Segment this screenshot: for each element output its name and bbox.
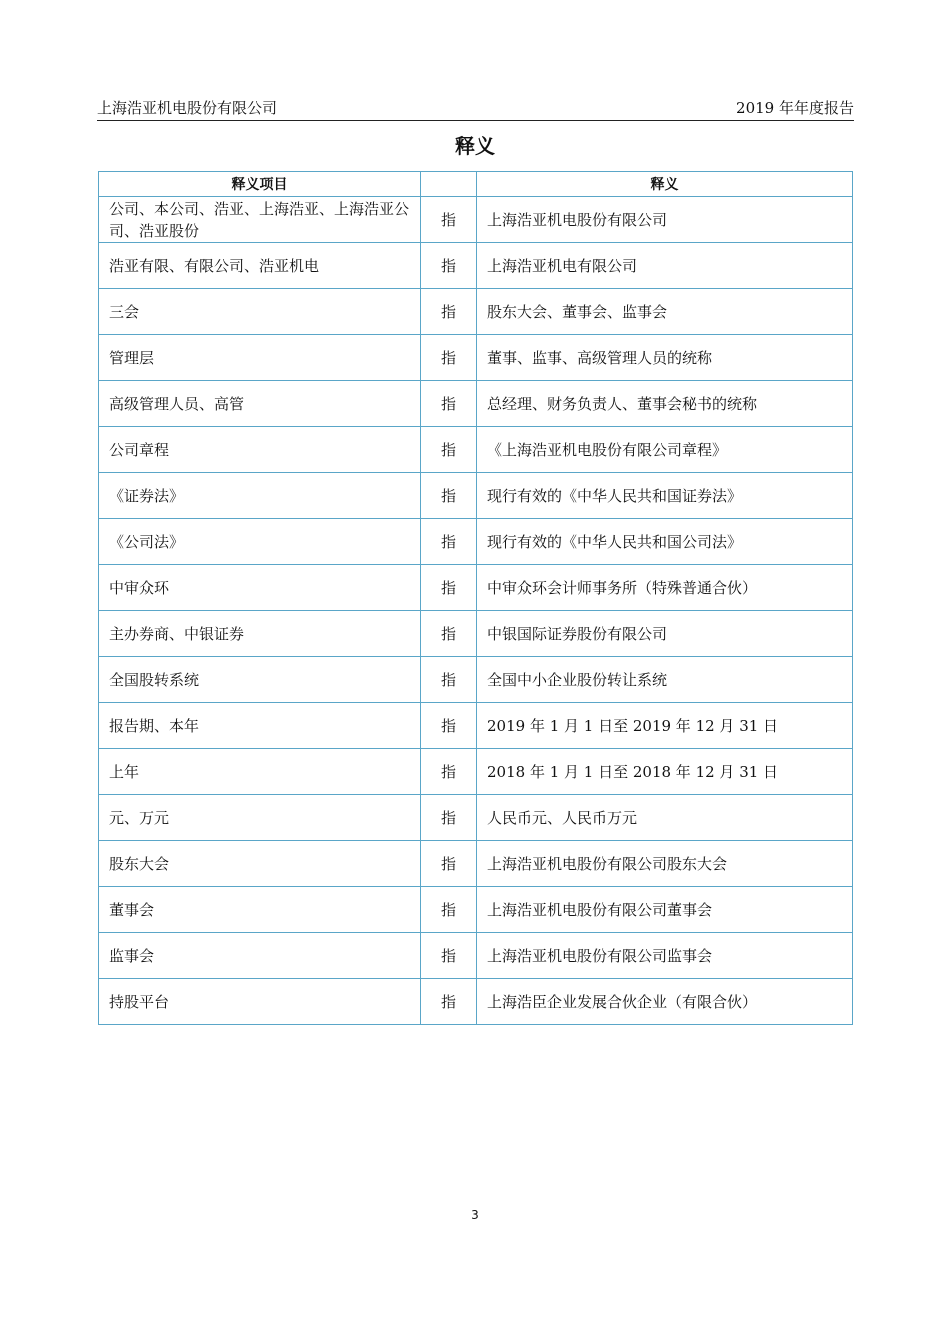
term-cell: 股东大会 xyxy=(99,841,421,887)
refers-cell: 指 xyxy=(421,979,477,1025)
table-row xyxy=(99,427,853,473)
table-row xyxy=(99,841,853,887)
refers-cell: 指 xyxy=(421,335,477,381)
meaning-cell: 人民币元、人民币万元 xyxy=(477,795,853,841)
meaning-cell: 董事、监事、高级管理人员的统称 xyxy=(477,335,853,381)
header-company: 上海浩亚机电股份有限公司 xyxy=(97,99,278,117)
term-cell: 中审众环 xyxy=(99,565,421,611)
page-title: 释义 xyxy=(455,134,495,158)
glossary-table xyxy=(98,171,853,1025)
table-row xyxy=(99,335,853,381)
meaning-cell: 中银国际证券股份有限公司 xyxy=(477,611,853,657)
term-cell: 全国股转系统 xyxy=(99,657,421,703)
meaning-cell: 上海浩亚机电股份有限公司监事会 xyxy=(477,933,853,979)
column-header-mid xyxy=(421,172,477,197)
meaning-cell: 上海浩亚机电股份有限公司董事会 xyxy=(477,887,853,933)
meaning-cell: 2019 年 1 月 1 日至 2019 年 12 月 31 日 xyxy=(477,703,853,749)
term-cell: 浩亚有限、有限公司、浩亚机电 xyxy=(99,243,421,289)
refers-cell: 指 xyxy=(421,933,477,979)
refers-cell: 指 xyxy=(421,657,477,703)
term-cell: 《证券法》 xyxy=(99,473,421,519)
term-cell: 报告期、本年 xyxy=(99,703,421,749)
header-report-title: 2019 年年度报告 xyxy=(736,99,854,117)
table-row xyxy=(99,611,853,657)
meaning-cell: 上海浩亚机电股份有限公司 xyxy=(477,197,853,243)
refers-cell: 指 xyxy=(421,519,477,565)
table-row xyxy=(99,197,853,243)
table-header-row xyxy=(99,172,853,197)
column-header-term: 释义项目 xyxy=(99,172,421,197)
refers-cell: 指 xyxy=(421,427,477,473)
term-cell: 高级管理人员、高管 xyxy=(99,381,421,427)
page-header xyxy=(97,98,854,121)
term-cell: 主办券商、中银证券 xyxy=(99,611,421,657)
table-row xyxy=(99,933,853,979)
term-cell: 三会 xyxy=(99,289,421,335)
table-row xyxy=(99,519,853,565)
term-cell: 公司、本公司、浩亚、上海浩亚、上海浩亚公司、浩亚股份 xyxy=(99,197,421,243)
refers-cell: 指 xyxy=(421,565,477,611)
refers-cell: 指 xyxy=(421,611,477,657)
term-cell: 《公司法》 xyxy=(99,519,421,565)
refers-cell: 指 xyxy=(421,749,477,795)
term-cell: 持股平台 xyxy=(99,979,421,1025)
refers-cell: 指 xyxy=(421,243,477,289)
refers-cell: 指 xyxy=(421,473,477,519)
meaning-cell: 《上海浩亚机电股份有限公司章程》 xyxy=(477,427,853,473)
meaning-cell: 中审众环会计师事务所（特殊普通合伙） xyxy=(477,565,853,611)
term-cell: 监事会 xyxy=(99,933,421,979)
table-row xyxy=(99,657,853,703)
meaning-cell: 现行有效的《中华人民共和国证券法》 xyxy=(477,473,853,519)
term-cell: 元、万元 xyxy=(99,795,421,841)
table-row xyxy=(99,289,853,335)
meaning-cell: 上海浩臣企业发展合伙企业（有限合伙） xyxy=(477,979,853,1025)
page-number: 3 xyxy=(471,1208,479,1222)
term-cell: 管理层 xyxy=(99,335,421,381)
meaning-cell: 股东大会、董事会、监事会 xyxy=(477,289,853,335)
meaning-cell: 总经理、财务负责人、董事会秘书的统称 xyxy=(477,381,853,427)
term-cell: 董事会 xyxy=(99,887,421,933)
meaning-cell: 现行有效的《中华人民共和国公司法》 xyxy=(477,519,853,565)
meaning-cell: 上海浩亚机电股份有限公司股东大会 xyxy=(477,841,853,887)
table-row xyxy=(99,703,853,749)
meaning-cell: 上海浩亚机电有限公司 xyxy=(477,243,853,289)
table-row xyxy=(99,795,853,841)
table-row xyxy=(99,381,853,427)
refers-cell: 指 xyxy=(421,197,477,243)
refers-cell: 指 xyxy=(421,381,477,427)
term-cell: 公司章程 xyxy=(99,427,421,473)
refers-cell: 指 xyxy=(421,795,477,841)
table-row xyxy=(99,979,853,1025)
refers-cell: 指 xyxy=(421,289,477,335)
term-cell: 上年 xyxy=(99,749,421,795)
refers-cell: 指 xyxy=(421,841,477,887)
meaning-cell: 全国中小企业股份转让系统 xyxy=(477,657,853,703)
meaning-cell: 2018 年 1 月 1 日至 2018 年 12 月 31 日 xyxy=(477,749,853,795)
refers-cell: 指 xyxy=(421,887,477,933)
column-header-meaning: 释义 xyxy=(477,172,853,197)
refers-cell: 指 xyxy=(421,703,477,749)
table-row xyxy=(99,749,853,795)
table-row xyxy=(99,243,853,289)
table-row xyxy=(99,565,853,611)
table-row xyxy=(99,887,853,933)
table-row xyxy=(99,473,853,519)
